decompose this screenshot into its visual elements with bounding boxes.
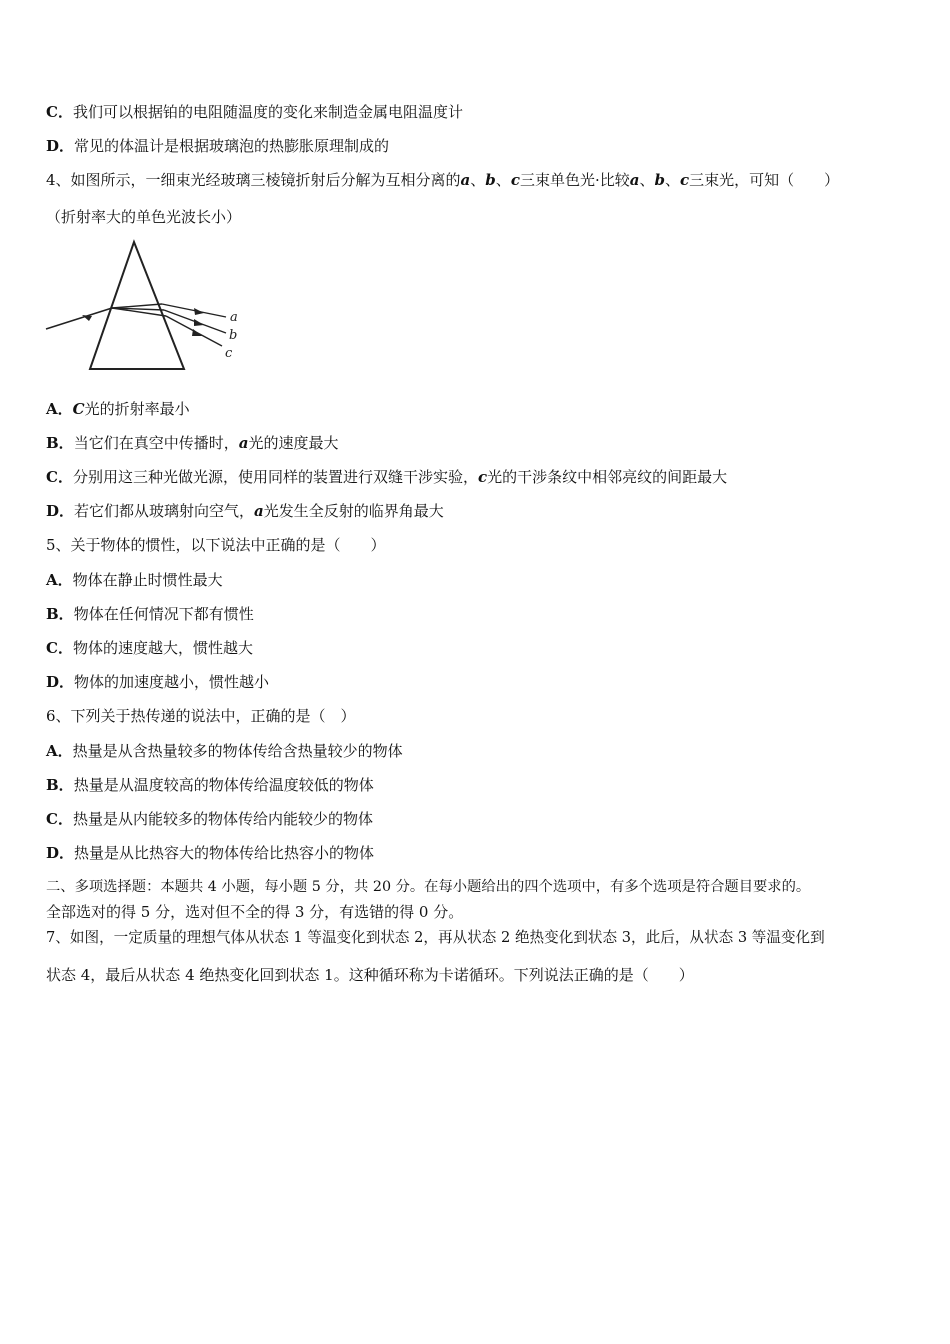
var-c: C <box>72 400 85 418</box>
section2-heading <box>46 877 910 897</box>
q4-option-a <box>46 399 910 419</box>
option-label: D． <box>46 502 75 520</box>
var-a: a <box>238 434 249 452</box>
option-label: C． <box>46 103 73 121</box>
option-label: C． <box>46 468 73 486</box>
q5-option-d <box>46 672 910 692</box>
stem-text: 、 <box>664 171 680 189</box>
q3-option-d <box>46 136 910 156</box>
internal-ray-a <box>112 304 162 308</box>
q7-stem-line2 <box>46 965 910 985</box>
var-c: c <box>510 171 520 189</box>
option-text: 当它们在真空中传播时， <box>73 434 239 452</box>
q6-stem <box>46 706 910 726</box>
option-text: 热量是从比热容大的物体传给比热容小的物体 <box>74 844 375 862</box>
option-text: 常见的体温计是根据玻璃泡的热膨胀原理制成的 <box>74 137 390 155</box>
option-text: 物体在静止时惯性最大 <box>72 571 223 589</box>
option-text: 光发生全反射的临界角最大 <box>263 502 444 520</box>
option-text: 我们可以根据铂的电阻随温度的变化来制造金属电阻温度计 <box>72 103 463 121</box>
var-a: a <box>254 502 264 520</box>
q4-stem <box>46 170 910 190</box>
stem-text: 、 <box>470 171 486 189</box>
arrow-b <box>194 319 204 326</box>
arrow-a <box>194 308 204 315</box>
stem-text: 6、下列关于热传递的说法中，正确的是（ ） <box>46 707 356 725</box>
option-text: 物体的速度越大，惯性越大 <box>72 639 253 657</box>
var-b: b <box>654 171 665 189</box>
prism-figure <box>44 236 254 376</box>
section-text: 全部选对的得 5 分，选对但不全的得 3 分，有选错的得 0 分。 <box>46 903 464 921</box>
q6-option-b <box>46 775 910 795</box>
var-c: c <box>680 171 690 189</box>
incident-ray <box>46 308 112 329</box>
option-text: 分别用这三种光做光源，使用同样的装置进行双缝干涉实验， <box>72 468 478 486</box>
stem-text: 三束单色光·比较 <box>519 171 630 189</box>
stem-text: 、 <box>495 171 511 189</box>
q5-option-b <box>46 604 910 624</box>
section-text: 二、多项选择题：本题共 4 小题，每小题 5 分，共 20 分。在每小题给出的四个选项中，有多个选项是符合题目要求的。 <box>46 879 811 895</box>
option-label: A． <box>46 571 73 589</box>
option-text: 热量是从温度较高的物体传给温度较低的物体 <box>73 776 374 794</box>
stem-text: 状态 4，最后从状态 4 绝热变化回到状态 1。这种循环称为卡诺循环。下列说法正确的是（ ） <box>46 966 694 984</box>
note-text: （折射率大的单色光波长小） <box>46 208 242 226</box>
q6-option-a <box>46 741 910 761</box>
q7-stem-line1 <box>46 928 910 948</box>
option-text: 光的折射率最小 <box>84 400 190 418</box>
option-text: 光的干涉条纹中相邻亮纹的间距最大 <box>487 468 728 486</box>
option-text: 若它们都从玻璃射向空气， <box>74 502 255 520</box>
option-label: D． <box>46 844 75 862</box>
label-c: c <box>225 346 233 361</box>
incident-arrowhead <box>82 315 92 321</box>
option-label: C． <box>46 639 73 657</box>
q4-option-c <box>46 467 910 487</box>
option-label: A． <box>46 742 73 760</box>
q6-option-c <box>46 809 910 829</box>
option-label: C． <box>46 810 73 828</box>
q3-option-c <box>46 102 910 122</box>
option-text: 热量是从内能较多的物体传给内能较少的物体 <box>72 810 373 828</box>
option-label: A． <box>46 400 73 418</box>
option-label: B． <box>46 776 74 794</box>
stem-text: 4、如图所示，一细束光经玻璃三棱镜折射后分解为互相分离的 <box>46 171 461 189</box>
q4-option-d <box>46 501 910 521</box>
option-label: D． <box>46 673 75 691</box>
option-label: B． <box>46 605 74 623</box>
option-text: 热量是从含热量较多的物体传给含热量较少的物体 <box>72 742 403 760</box>
q5-stem <box>46 535 910 555</box>
stem-text: 三束光，可知（ ） <box>689 171 840 189</box>
q5-option-a <box>46 570 910 590</box>
stem-text: 、 <box>639 171 655 189</box>
label-b: b <box>229 328 238 343</box>
section2-scoring <box>46 902 910 922</box>
option-label: B． <box>46 434 74 452</box>
option-text: 物体在任何情况下都有惯性 <box>73 605 254 623</box>
label-a: a <box>230 310 238 325</box>
stem-text: 5、关于物体的惯性，以下说法中正确的是（ ） <box>46 536 386 554</box>
arrow-c <box>192 329 202 336</box>
option-label: D． <box>46 137 75 155</box>
stem-text: 7、如图，一定质量的理想气体从状态 1 等温变化到状态 2，再从状态 2 绝热变化到状态 3，此后，从状态 3 等温变化到 <box>46 929 825 946</box>
option-text: 物体的加速度越小，惯性越小 <box>74 673 270 691</box>
q4-option-b <box>46 433 910 453</box>
var-a: a <box>629 171 640 189</box>
var-c: c <box>477 468 488 486</box>
var-a: a <box>460 171 471 189</box>
q6-option-d <box>46 843 910 863</box>
q5-option-c <box>46 638 910 658</box>
ray-a <box>162 304 226 317</box>
var-b: b <box>485 171 496 189</box>
option-text: 光的速度最大 <box>248 434 339 452</box>
q4-note <box>46 207 910 227</box>
